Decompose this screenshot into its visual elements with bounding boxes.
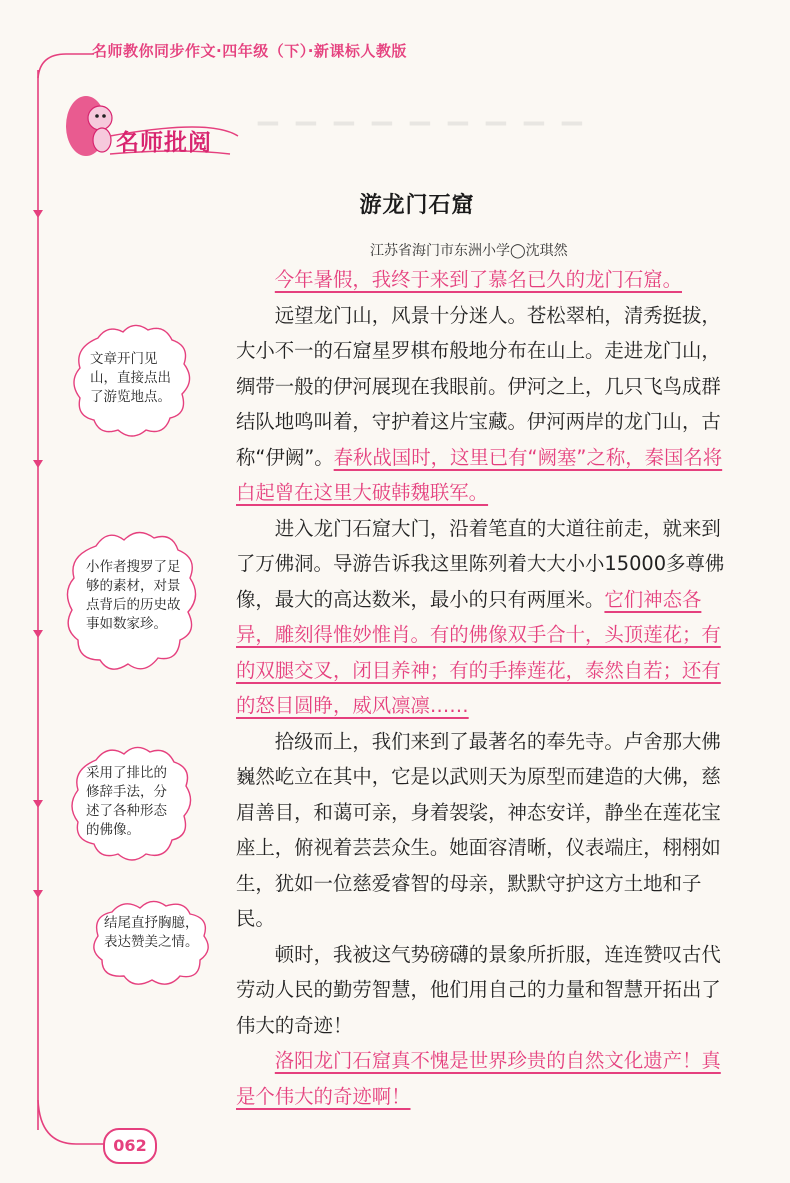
sentence: 拾级而上，我们来到了最著名的奉先寺。卢舍那大佛巍然屹立在其中，它是以武则天为原型而建造的大佛，慈眉善目，和蔼可亲，身着袈裟，神态安详，静坐在莲花宝座上，俯视着芸芸众生。她面容清晰，仪表端庄，栩栩如生，犹如一位慈爱睿智的母亲，默默守护这方土地和子民。	[236, 729, 721, 930]
article-paragraph	[236, 937, 736, 1044]
article-paragraph	[236, 511, 736, 724]
comment-cloud-3	[66, 740, 196, 870]
sentence: 远望龙门山，风景十分迷人。苍松翠柏，清秀挺拔，大小不一的石窟星罗棋布般地分布在山上。走进龙门山，绸带一般的伊河展现在我眼前。伊河之上，几只飞鸟成群结队地鸣叫着，守护着这片宝藏。伊河两岸的龙门山，古称“伊阙”。	[236, 303, 721, 469]
highlighted-sentence: 今年暑假，我终于来到了慕名已久的龙门石窟。	[274, 268, 682, 291]
bleed-through-text: ▁▁▁▁▁▁▁▁▁	[258, 96, 600, 126]
sentence: 顿时，我被这气势磅礴的景象所折服，连连赞叹古代劳动人民的勤劳智慧，他们用自己的力量和智慧开拓出了伟大的奇迹！	[236, 942, 721, 1037]
highlighted-sentence: 春秋战国时，这里已有“阙塞”之称，秦国名将白起曾在这里大破韩魏联军。	[236, 445, 723, 504]
comment-cloud-2	[62, 524, 202, 682]
comment-text: 结尾直抒胸臆，表达赞美之情。	[104, 915, 199, 950]
comment-text: 小作者搜罗了足够的素材，对景点背后的历史故事如数家珍。	[86, 559, 181, 632]
highlighted-sentence: 它们神态各异，雕刻得惟妙惟肖。有的佛像双手合十，头顶莲花；有的双腿交叉，闭目养神；有的手捧莲花，泰然自若；还有的怒目圆睁，威风凛凛……	[236, 587, 721, 717]
comment-cloud-1	[68, 318, 196, 446]
sentence: 进入龙门石窟大门，沿着笔直的大道往前走，就来到了万佛洞。导游告诉我这里陈列着大大小小15000多尊佛像，最大的高达数米，最小的只有两厘米。	[236, 516, 725, 611]
article-title: 游龙门石窟	[359, 193, 475, 218]
article-paragraph	[236, 298, 736, 511]
badge-label: 名师批阅	[116, 130, 212, 156]
page-number: 062	[103, 1128, 157, 1164]
decorative-spine	[32, 70, 52, 1130]
article-body	[236, 262, 736, 1114]
comment-text: 采用了排比的修辞手法，分述了各种形态的佛像。	[86, 765, 167, 838]
article-byline: 江苏省海门市东洲小学◯沈琪然	[370, 243, 568, 259]
article-paragraph	[236, 724, 736, 937]
article-paragraph	[236, 1043, 736, 1114]
comment-cloud-4	[88, 896, 216, 988]
spine-top-curl	[36, 50, 96, 80]
comment-text: 文章开门见山，直接点出了游览地点。	[90, 351, 171, 405]
highlighted-sentence: 洛阳龙门石窟真不愧是世界珍贵的自然文化遗产！真是个伟大的奇迹啊！	[236, 1049, 721, 1108]
series-title: 名师教你同步作文·四年级（下）·新课标人教版	[92, 42, 407, 60]
article-paragraph	[236, 262, 736, 298]
